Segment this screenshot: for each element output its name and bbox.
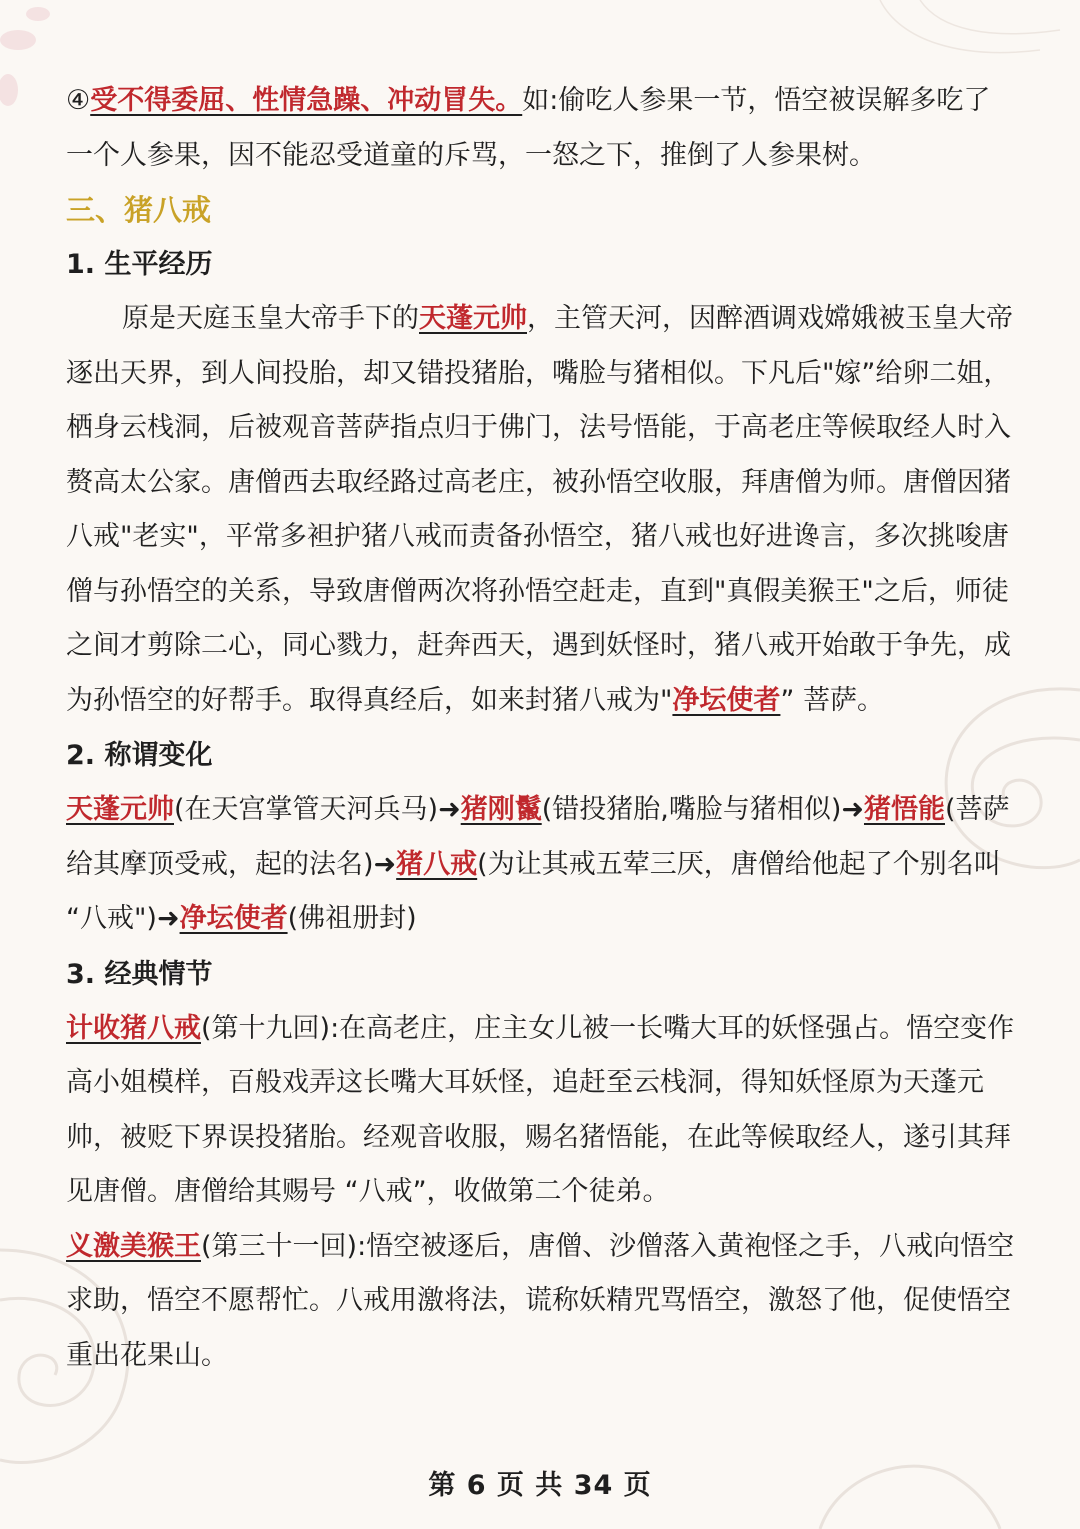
name-2-desc: (错投猪胎,嘴脸与猪相似): [541, 794, 842, 825]
life-text-2: ，主管天河，因醉酒调戏嫦娥被玉皇大帝逐出天界，到人间投胎，却又错投猪胎，嘴脸与猪相似。下凡后"嫁”给卵二姐，栖身云栈洞，后被观音菩萨指点归于佛门，法号悟能，于高老庄等候取经人时入赘高太公家。唐僧西去取经路过高老庄，被孙悟空收服，拜唐僧为师。唐僧因猪八戒"老实"，平常多袒护猪八戒而责备孙悟空，猪八戒也好进谗言，多次挑唆唐僧与孙悟空的关系，导致唐僧两次将孙悟空赶走，直到"真假美猴王"之后，师徒之间才剪除二心，同心戮力，赶奔西天，遇到妖怪时，猪八戒开始敢于争先，成为孙悟空的好帮手。取得真经后，如来封猪八戒为": [66, 303, 1013, 716]
plot-2-paragraph: [66, 1220, 1016, 1384]
name-3: 猪悟能: [863, 794, 945, 825]
item-4-paragraph: [66, 74, 1016, 183]
names-heading: 2. 称谓变化: [66, 740, 213, 771]
name-4-desc: (为让其戒五荤三厌，唐僧给他起了个别名叫 “八戒"): [66, 848, 1001, 934]
life-highlight-2: 净坛使者: [672, 684, 781, 716]
arrow-icon: ➜: [156, 903, 180, 934]
life-text-3: ” 菩萨。: [780, 684, 884, 716]
name-1: 天蓬元帅: [66, 794, 174, 825]
item-4-number: ④: [66, 85, 91, 116]
item-4-text: 如:偷吃人参果一节，悟空被误解多吃了一个人参果，因不能忍受道童的斥骂，一怒之下，推倒了人参果树。: [66, 85, 991, 171]
arrow-icon: ➜: [373, 848, 397, 880]
name-4: 猪八戒: [396, 848, 478, 880]
name-2: 猪刚鬣: [460, 794, 542, 825]
plot-2-text: (第三十一回):悟空被逐后，唐僧、沙僧落入黄袍怪之手，八戒向悟空求助，悟空不愿帮忙。八戒用激将法，谎称妖精咒骂悟空，激怒了他，促使悟空重出花果山。: [66, 1230, 1015, 1371]
life-paragraph: [66, 292, 1016, 728]
page-content: [66, 74, 1016, 1383]
life-text-1: 原是天庭玉皇大帝手下的: [122, 303, 419, 334]
name-5: 净坛使者: [179, 903, 288, 934]
name-1-desc: (在天宫掌管天河兵马): [174, 794, 439, 825]
name-5-desc: (佛祖册封): [287, 903, 417, 934]
plot-1-paragraph: [66, 1002, 1016, 1220]
arrow-icon: ➜: [841, 794, 864, 825]
life-highlight-1: 天蓬元帅: [419, 303, 527, 334]
name-3-desc: (菩萨给其摩顶受戒，起的法名): [66, 794, 1010, 880]
plot-1-text: (第十九回):在高老庄，庄主女儿被一长嘴大耳的妖怪强占。悟空变作高小姐模样，百般戏弄这长嘴大耳妖怪，追赶至云栈洞，得知妖怪原为天蓬元帅，被贬下界误投猪胎。经观音收服，赐名猪悟能，在此等候取经人，遂引其拜见唐僧。唐僧给其赐号 “八戒”，收做第二个徒弟。: [66, 1012, 1015, 1207]
plot-1-title: 计收猪八戒: [66, 1012, 201, 1044]
plots-heading: 3. 经典情节: [66, 958, 213, 990]
item-4-highlight: 受不得委屈、性情急躁、冲动冒失。: [90, 85, 523, 116]
names-paragraph: [66, 783, 1016, 947]
section-3-title: 三、猪八戒: [66, 193, 212, 227]
arrow-icon: ➜: [438, 794, 461, 825]
page-footer: 第 6 页 共 34 页: [428, 1470, 652, 1501]
life-heading: 1. 生平经历: [66, 249, 213, 280]
plot-2-title: 义激美猴王: [66, 1230, 201, 1262]
